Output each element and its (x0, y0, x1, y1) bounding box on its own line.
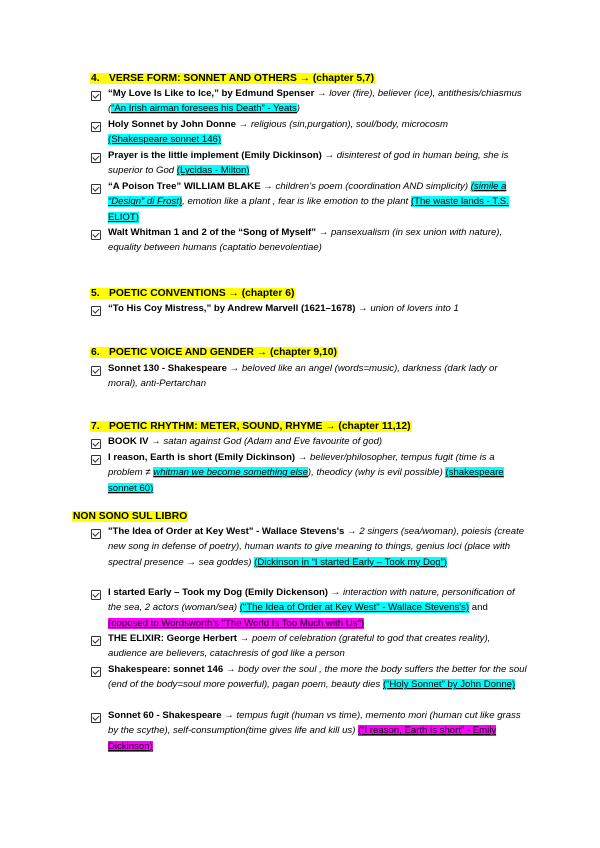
cross-reference-link[interactable]: (The waste lands - T.S. ELIOT) (108, 196, 509, 223)
item-title: Walt Whitman 1 and 2 of the “Song of Myself” (108, 227, 317, 238)
section-heading-5 (90, 287, 295, 300)
list-item (108, 225, 528, 256)
item-description: → beloved like an angel (words=music), darkness (dark lady or moral), anti-Pertarchan (108, 363, 498, 390)
section-heading-4 (90, 72, 375, 85)
item-description-middle: , emotion like a plant , fear is like emotion to the plant (182, 196, 411, 208)
list-item (108, 450, 528, 496)
section-heading-not-in-book (72, 510, 188, 523)
checkbox-checked-icon[interactable] (91, 590, 101, 600)
cross-reference-link[interactable]: (“Holy Sonnet” by John Donne) (382, 679, 516, 691)
section-title: POETIC VOICE AND GENDER → (chapter 9,10) (109, 347, 337, 358)
item-title: Sonnet 60 - Shakespeare (108, 710, 222, 721)
cross-reference-link[interactable]: whitman we become something else (153, 467, 308, 479)
item-description: → 2 singers (sea/woman), poiesis (create new song in defense of poetry), human wants to give meaning to things, genius loci (place with spectral presence → sea goddes) (108, 526, 525, 568)
cross-reference-link[interactable]: (opposed to Wordsworth's "The World Is Too Much with Us") (108, 617, 365, 629)
item-description: → tempus fugit (human vs time), memento mori (human cut like grass by the scythe), self-consumption(time gives life and kill us) (108, 710, 521, 737)
checkbox-checked-icon[interactable] (91, 122, 101, 132)
list-item (108, 301, 528, 316)
list-item (108, 585, 528, 631)
checkbox-checked-icon[interactable] (91, 636, 101, 646)
item-title: Holy Sonnet by John Donne (108, 119, 236, 130)
cross-reference-link[interactable]: (simile a “Design” di Frost) (108, 181, 507, 208)
cross-reference-link[interactable]: (Shakespeare sonnet 146) (108, 134, 222, 146)
checkbox-checked-icon[interactable] (91, 529, 101, 539)
checkbox-checked-icon[interactable] (91, 667, 101, 677)
item-description-middle: and (469, 602, 488, 614)
cross-reference-link[interactable]: ("The Idea of Order at Key West" - Wallace Stevens's) (239, 602, 470, 614)
section-number: 5. (91, 288, 100, 299)
item-title: "The Idea of Order at Key West" - Wallace Stevens's (108, 526, 345, 537)
item-title: Shakespeare: sonnet 146 (108, 664, 224, 675)
section-heading-6 (90, 346, 338, 359)
item-description: → disinterest of god in human being, she is superior to God (108, 150, 509, 177)
section-number: 7. (91, 421, 100, 432)
cross-reference-link[interactable]: (Lycidas - Milton) (176, 165, 250, 177)
checkbox-checked-icon[interactable] (91, 153, 101, 163)
item-title: Sonnet 130 - Shakespeare (108, 363, 227, 374)
item-description: → believer/philosopher, tempus fugit (time is a problem ≠ (108, 452, 495, 479)
checkbox-checked-icon[interactable] (91, 306, 101, 316)
section-title: POETIC CONVENTIONS → (chapter 6) (109, 288, 295, 299)
list-item (108, 434, 528, 449)
item-description: → pansexualism (in sex union with nature), equality between humans (captatio benevolentiae) (108, 227, 503, 254)
item-title: THE ELIXIR: George Herbert (108, 633, 238, 644)
item-description: → union of lovers into 1 (355, 303, 459, 314)
list-item (108, 148, 523, 179)
list-item (108, 361, 528, 392)
checkbox-checked-icon[interactable] (91, 184, 101, 194)
checkbox-checked-icon[interactable] (91, 230, 101, 240)
list-item (108, 117, 503, 148)
checkbox-checked-icon[interactable] (91, 713, 101, 723)
section-title: POETIC RHYTHM: METER, SOUND, RHYME → (chapter 11,12) (109, 421, 411, 432)
list-item (108, 662, 528, 693)
item-description-middle: ), theodicy (why is evil possible) (307, 467, 446, 479)
section-number: 6. (91, 347, 100, 358)
checkbox-checked-icon[interactable] (91, 366, 101, 376)
item-description: → children’s poem (coordination AND simplicity) (260, 181, 471, 192)
item-description: → religious (sin,purgation), soul/body, microcosm (235, 119, 448, 130)
item-title: BOOK IV (108, 436, 149, 447)
item-description: → lover (fire), believer (ice), antithesis/chiasmus ( (108, 88, 522, 115)
cross-reference-link[interactable]: “An Irish airman foresees his Death” - Yeats (111, 103, 297, 115)
list-item (108, 524, 528, 570)
list-item (108, 179, 528, 225)
list-item (108, 631, 528, 662)
cross-reference-link[interactable]: (“I reason, Earth is short” - Emily Dickinson) (108, 725, 497, 752)
section-number: 4. (91, 73, 100, 84)
cross-reference-link[interactable]: (Dickinson in “I started Early – Took my Dog”) (254, 556, 447, 568)
section-title: NON SONO SUL LIBRO (73, 511, 188, 522)
item-title: Prayer is the little implement (Emily Dickinson) (108, 150, 322, 161)
item-title: I reason, Earth is short (Emily Dickinson) (108, 452, 296, 463)
item-title: “A Poison Tree” WILLIAM BLAKE (108, 181, 261, 192)
item-title: “My Love Is Like to Ice,” by Edmund Spenser (108, 88, 315, 99)
checkbox-checked-icon[interactable] (91, 91, 101, 101)
item-description-end: ) (296, 103, 300, 115)
list-item (108, 86, 528, 117)
section-title: VERSE FORM: SONNET AND OTHERS → (chapter 5,7) (109, 73, 375, 84)
item-description: → body over the soul , the more the body suffers the better for the soul (end of the body=soul more powerful), pagan poem, beauty dies (108, 664, 527, 691)
item-description: → satan against God (Adam and Eve favourite of god) (148, 436, 383, 447)
section-heading-7 (90, 420, 412, 433)
checkbox-checked-icon[interactable] (91, 455, 101, 465)
item-title: I started Early – Took my Dog (Emily Dickenson) (108, 587, 329, 598)
list-item (108, 708, 528, 754)
item-title: “To His Coy Mistress,” by Andrew Marvell (1621–1678) (108, 303, 356, 314)
item-description: → interaction with nature, personification of the sea, 2 actors (woman/sea) (108, 587, 515, 614)
checkbox-checked-icon[interactable] (91, 439, 101, 449)
cross-reference-link[interactable]: (shakespeare sonnet 60) (108, 467, 504, 494)
item-description: → poem of celebration (grateful to god that creates reality), audience are believers, catachresis of god like a person (108, 633, 491, 660)
